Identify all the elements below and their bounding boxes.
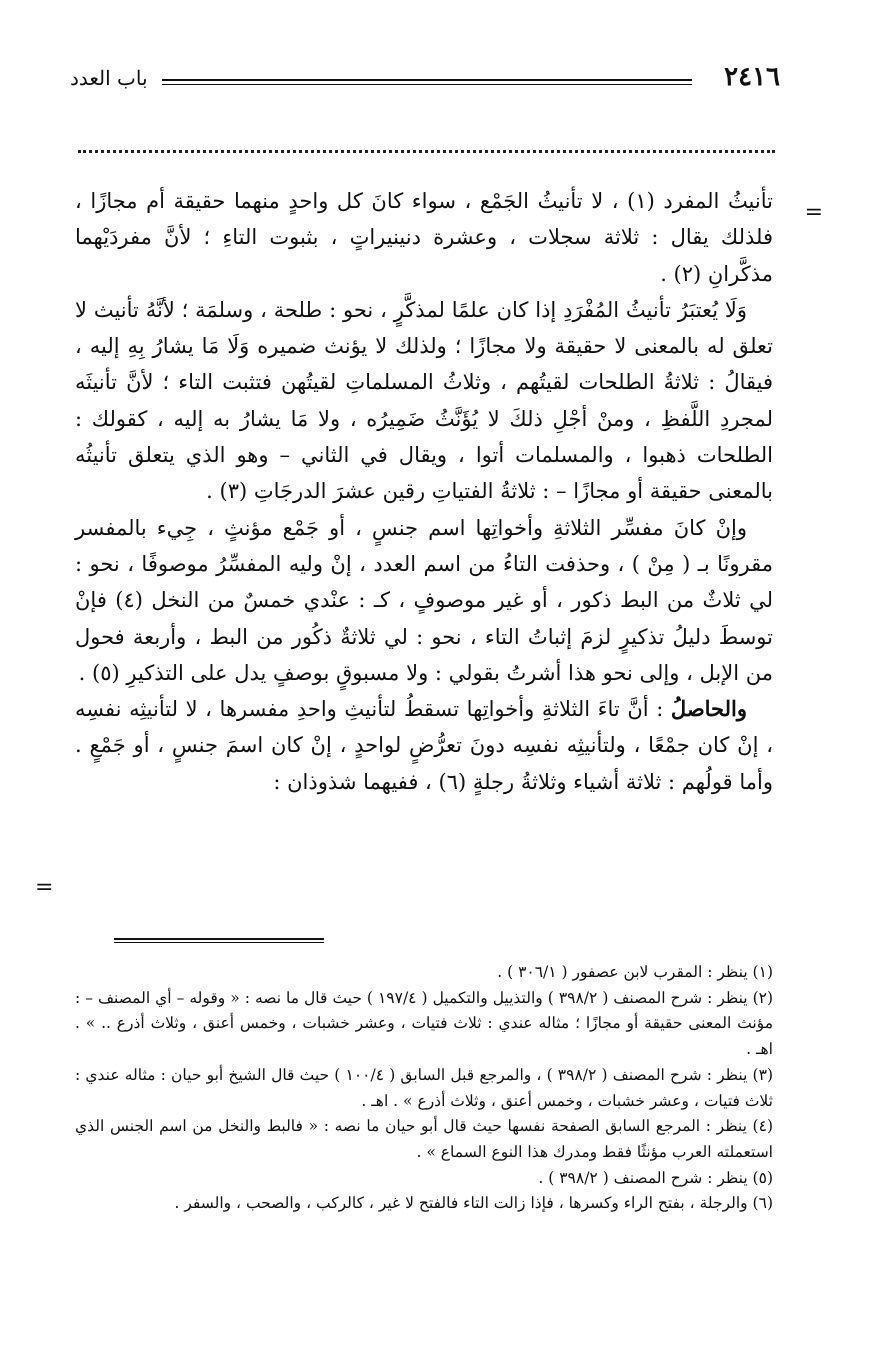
paragraph-2: وَلَا يُعتبَرُ تأنيثُ المُفْرَدِ إذا كان علمًا لمذكَّرٍ ، نحو : طلحة ، وسلمَة ؛ لأنَّهُ تأنيث لا تعلق له بالمعنى لا حقيقة ولا مجازًا ؛ ولذلك لا يؤنث ضميره وَلَا مَا يشارُ بِهِ إليه ، فيقالُ : ثلاثةُ الطلحات لقيتُهم ، وثلاثُ المسلماتِ لقيتُهن فتثبت التاء ؛ لأنَّ تأنيثَه لمجردِ اللَّفظِ ، ومنْ أجْلِ ذلكَ لا يُؤَنَّثُ ضَمِيرُه ، ولا مَا يشارُ به إليه ، كقولك : الطلحات ذهبوا ، والمسلمات أتوا ، ويقال في الثاني – وهو الذي يتعلق تأنيثُه بالمعنى حقيقة أو مجازًا – : ثلاثةُ الفتياتِ رقين عشرَ الدرجَاتِ (٣) . bbox=[75, 297, 773, 504]
footnote-1: (١) ينظر : المقرب لابن عصفور ( ٣٠٦/١ ) . bbox=[497, 963, 773, 981]
footnote-3: (٣) ينظر : شرح المصنف ( ٣٩٨/٢ ) ، والمرجع قبل السابق ( ١٠٠/٤ ) حيث قال الشيخ أبو حيان : مثاله عندي : ثلاث فتيات ، وعشر خشبات ، وخمس أعنق ، وثلاث أذرع » . اهـ . bbox=[75, 1065, 773, 1110]
page-number: ٢٤١٦ bbox=[724, 62, 780, 92]
footnote-4: (٤) ينظر : المرجع السابق الصفحة نفسها حيث قال أبو حيان ما نصه : « فالبط والنخل من اسم الجنس الذي استعملته العرب مؤنثًا فقط ومدرك هذا النوع السماع » . bbox=[75, 1117, 773, 1161]
continuation-mark-bottom: = bbox=[35, 875, 54, 900]
paragraph-1: تأنيثُ المفرد (١) ، لا تأنيثُ الجَمْع ، سواء كانَ كل واحدٍ منهما حقيقة أم مجازًا ، فلذلك يقال : ثلاثة سجلات ، وعشرة دنينيراتٍ ، بثبوت التاءِ ؛ لأنَّ مفردَيْهما مذكَّرانِ (٢) . bbox=[75, 189, 773, 286]
footnote-rule bbox=[114, 938, 324, 943]
page-header bbox=[70, 62, 780, 102]
chapter-title: باب العدد bbox=[70, 66, 148, 90]
paragraph-3: وإنْ كانَ مفسِّر الثلاثةِ وأخواتِها اسم جنسٍ ، أو جَمْع مؤنثٍ ، جِيء بالمفسر مقرونًا بـ ( مِنْ ) ، وحذفت التاءُ من اسم العدد ، إنْ وليه المفسِّرُ موصوفًا ، نحو : لي ثلاثٌ من البط ذكور ، أو غير موصوفٍ ، كـ : عنْدي خمسٌ من النخل (٤) فإنْ توسطَ دليلُ تذكيرٍ لزمَ إثباتُ التاء ، نحو : لي ثلاثةٌ ذكُور من البط ، وأربعة فحول من الإبل ، وإلى نحو هذا أشرتُ بقولي : ولا مسبوقٍ بوصفٍ يدل على التذكيرِ (٥) . bbox=[75, 515, 773, 685]
summary-lead-word: والحاصلُ bbox=[670, 696, 747, 722]
footnote-5: (٥) ينظر : شرح المصنف ( ٣٩٨/٢ ) . bbox=[538, 1168, 773, 1187]
continuation-mark-top: = bbox=[804, 200, 823, 225]
footnote-6: (٦) والرجلة ، بفتح الراء وكسرها ، فإذا زالت التاء فالفتح لا غير ، كالركب ، والصحب ، والسفر . bbox=[174, 1194, 773, 1213]
summary-text: : أنَّ تاءَ الثلاثةِ وأخواتِها تسقطُ لتأنيثِ واحدِ مفسرها ، لا لتأنيثِه نفسِه ، إنْ كان جمْعًا ، ولتأنيثِه نفسِه دونَ تعرُّضٍ لواحدٍ ، إنْ كان اسمَ جنسٍ ، أو جَمْعٍ . وأما قولُهم : ثلاثة أشياء وثلاثةُ رجلةٍ (٦) ، ففيهما شذوذان : bbox=[75, 697, 773, 794]
paragraph-4 bbox=[75, 691, 773, 800]
main-text bbox=[75, 183, 773, 800]
footnotes bbox=[75, 960, 773, 1217]
footnote-2: (٢) ينظر : شرح المصنف ( ٣٩٨/٢ ) والتذييل والتكميل ( ١٩٧/٤ ) حيث قال ما نصه : « وقوله – أي المصنف – : مؤنث المعنى حقيقة أو مجازًا ؛ مثاله عندي : ثلاث فتيات ، وعشر خشبات ، وخمس أعنق ، وثلاث أذرع .. » . اهـ . bbox=[75, 988, 774, 1059]
dotted-separator bbox=[78, 150, 775, 153]
header-rule bbox=[162, 79, 692, 85]
